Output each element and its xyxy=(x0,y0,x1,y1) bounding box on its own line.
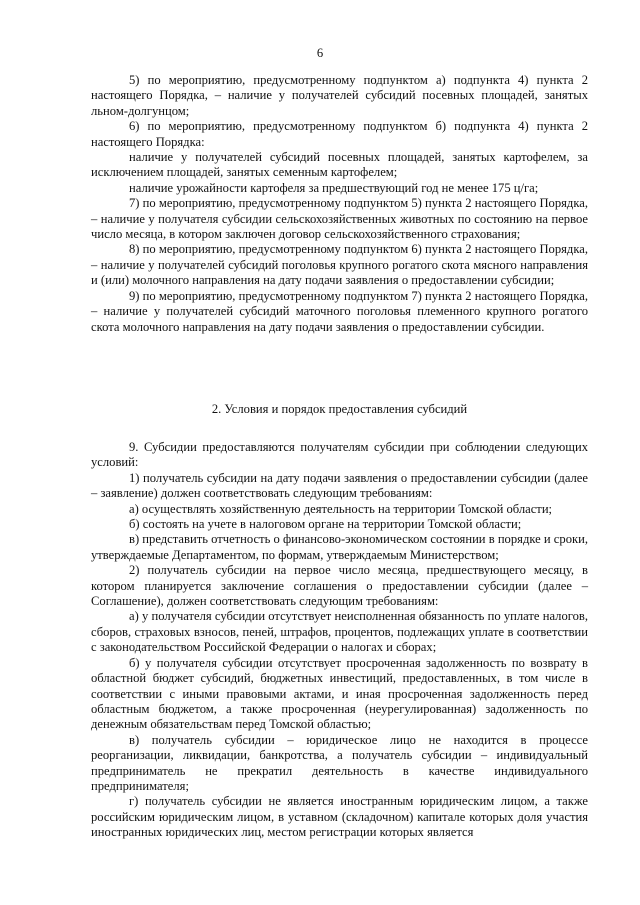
paragraph: а) осуществлять хозяйственную деятельность на территории Томской области; xyxy=(129,501,553,516)
paragraph: наличие у получателей субсидий посевных площадей, занятых картофелем, за исключением площадей, занятых семенным картофелем; xyxy=(91,150,588,180)
paragraph: г) получатель субсидии не является иностранным юридическим лицом, а также российским юридическим лицом, в уставном (складочном) капитале которых доля участия иностранных юридических лиц, местом регистрации которых является xyxy=(91,794,588,840)
paragraph: 9) по мероприятию, предусмотренному подпунктом 7) пункта 2 настоящего Порядка, – наличие у получателей субсидий маточного поголовья племенного крупного рогатого скота молочного направления на дату подачи заявления о предоставлении субсидии. xyxy=(91,288,588,334)
paragraph: а) у получателя субсидии отсутствует неисполненная обязанность по уплате налогов, сборов, страховых взносов, пеней, штрафов, процентов, подлежащих уплате в соответствии с законодательством Российской Федерации о налогах и сборах; xyxy=(91,609,588,655)
paragraph: 7) по мероприятию, предусмотренному подпунктом 5) пункта 2 настоящего Порядка, – наличие у получателя субсидии сельскохозяйственных животных по состоянию на первое число месяца, в котором заключен договор сельскохозяйственного страхования; xyxy=(91,196,588,242)
paragraph: 6) по мероприятию, предусмотренному подпунктом б) подпункта 4) пункта 2 настоящего Порядка: xyxy=(91,119,588,149)
paragraph: 9. Субсидии предоставляются получателям субсидии при соблюдении следующих условий: xyxy=(91,440,588,470)
paragraph: б) состоять на учете в налоговом органе на территории Томской области; xyxy=(129,517,522,532)
section-heading: 2. Условия и порядок предоставления субсидий xyxy=(211,402,468,416)
paragraph: в) получатель субсидии – юридическое лицо не находится в процессе реорганизации, ликвидации, банкротства, а получатель субсидии – индивидуальный предприниматель не прекратил деятельность в качестве индивидуального предпринимателя; xyxy=(91,732,588,793)
paragraph: 8) по мероприятию, предусмотренному подпунктом 6) пункта 2 настоящего Порядка, – наличие у получателей субсидий поголовья крупного рогатого скота мясного направления и (или) молочного направления на дату подачи заявления о предоставлении субсидии; xyxy=(91,242,588,288)
paragraph: 5) по мероприятию, предусмотренному подпунктом а) подпункта 4) пункта 2 настоящего Порядка, – наличие у получателей субсидий посевных площадей, занятых льном-долгунцом; xyxy=(91,73,588,118)
paragraph: наличие урожайности картофеля за предшествующий год не менее 175 ц/га; xyxy=(129,180,539,195)
paragraph: 2) получатель субсидии на первое число месяца, предшествующего месяцу, в котором планируется заключение соглашения о предоставлении субсидии (далее – Соглашение), должен соответствовать следующим требованиям: xyxy=(91,563,588,609)
page-number: 6 xyxy=(316,46,324,60)
paragraphs-top xyxy=(91,73,588,335)
paragraph: б) у получателя субсидии отсутствует просроченная задолженность по возврату в областной бюджет субсидий, бюджетных инвестиций, предоставленных, в том числе в соответствии с иными правовыми актами, и иная просроченная задолженность перед областным бюджетом, а также просроченная (неурегулированная) задолженность по денежным обязательствам перед Томской областью; xyxy=(91,655,588,732)
paragraph: 1) получатель субсидии на дату подачи заявления о предоставлении субсидии (далее – заявление) должен соответствовать следующим требованиям: xyxy=(91,470,588,501)
paragraph: в) представить отчетность о финансово-экономическом состоянии в порядке и сроки, утверждаемые Департаментом, по формам, утверждаемым Министерством; xyxy=(91,532,588,562)
paragraphs-main xyxy=(91,440,588,841)
